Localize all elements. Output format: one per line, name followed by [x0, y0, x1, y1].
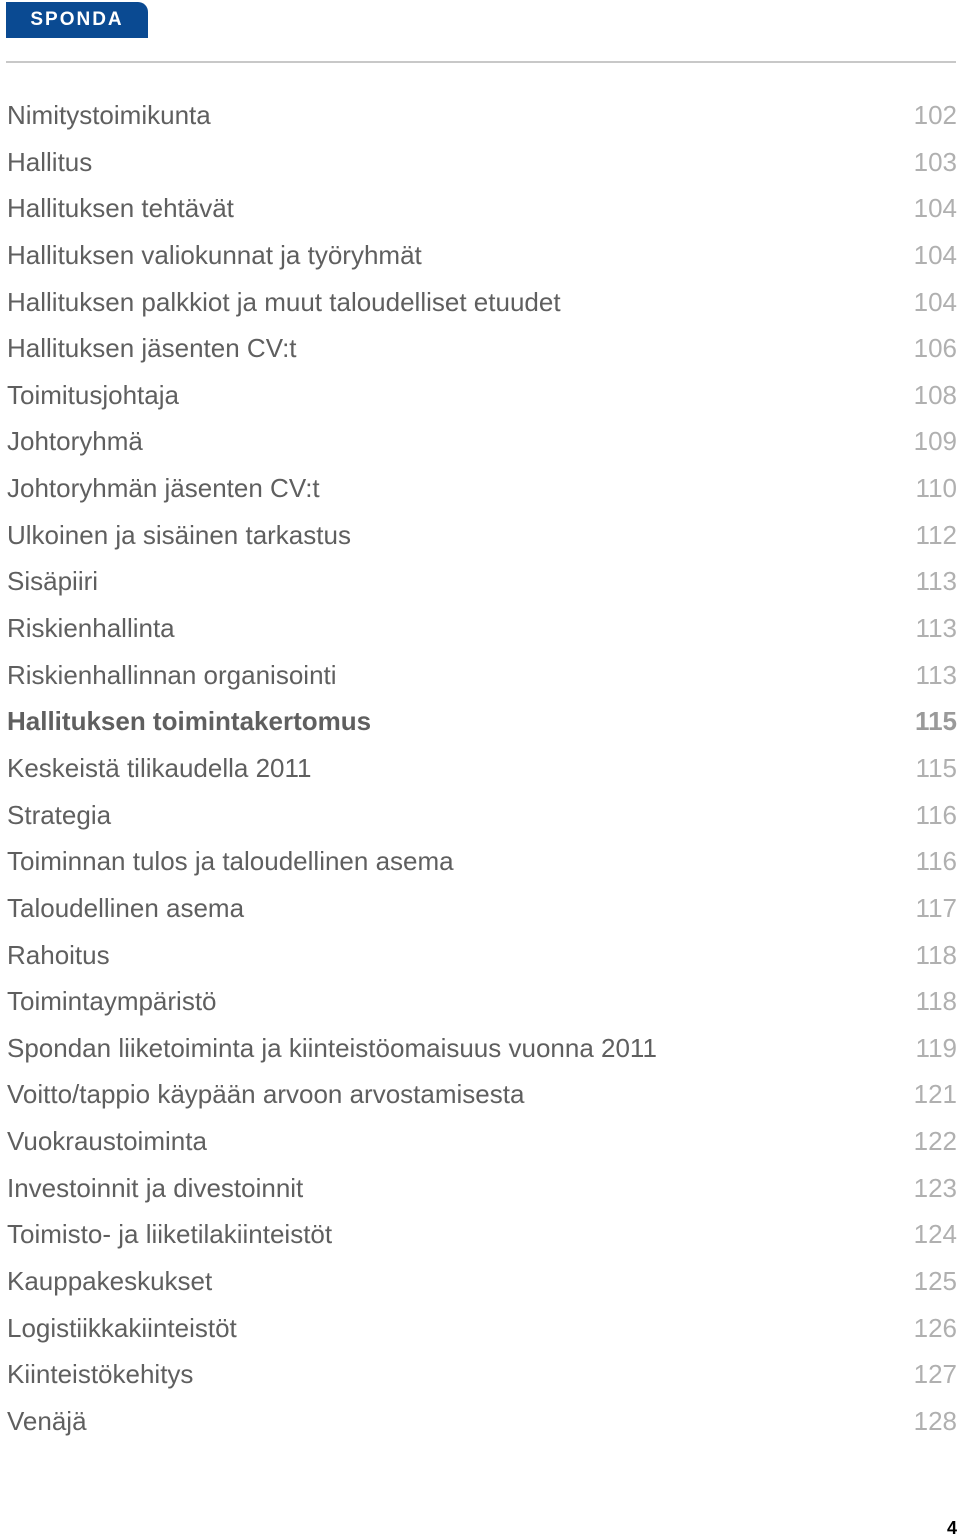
- toc-entry-page: 108: [913, 379, 957, 410]
- toc-entry-page: 128: [913, 1405, 957, 1436]
- toc-entry-title: Hallituksen jäsenten CV:t: [7, 333, 297, 364]
- toc-entry-page: 117: [915, 892, 957, 923]
- toc-entry-title: Spondan liiketoiminta ja kiinteistöomaisuus vuonna 2011: [7, 1032, 657, 1063]
- toc-entry-page: 106: [913, 333, 957, 364]
- toc-entry-page: 121: [913, 1079, 957, 1110]
- toc-entry[interactable]: [0, 605, 960, 652]
- toc-entry-title: Hallituksen valiokunnat ja työryhmät: [7, 239, 422, 270]
- toc-entry[interactable]: [0, 978, 960, 1025]
- toc-entry[interactable]: [0, 1398, 960, 1445]
- toc-entry-page: 124: [913, 1219, 957, 1250]
- toc-entry[interactable]: [0, 1025, 960, 1072]
- toc-entry-title: Sisäpiiri: [7, 566, 99, 597]
- toc-entry-title: Vuokraustoiminta: [7, 1126, 207, 1157]
- toc-entry[interactable]: [0, 1258, 960, 1305]
- toc-entry-page: 119: [915, 1032, 957, 1063]
- toc-entry[interactable]: [0, 92, 960, 139]
- toc-entry-title: Keskeistä tilikaudella 2011: [7, 752, 312, 783]
- toc-entry-title: Kauppakeskukset: [7, 1266, 213, 1297]
- toc-entry-title: Voitto/tappio käypään arvoon arvostamisesta: [7, 1079, 525, 1110]
- table-of-contents: [0, 92, 960, 1445]
- toc-entry[interactable]: [0, 185, 960, 232]
- toc-entry[interactable]: [0, 279, 960, 326]
- toc-entry-title: Taloudellinen asema: [7, 892, 245, 923]
- toc-entry-title: Riskienhallinnan organisointi: [7, 659, 337, 690]
- toc-entry[interactable]: [0, 372, 960, 419]
- toc-entry[interactable]: [0, 325, 960, 372]
- toc-entry-title: Strategia: [7, 799, 112, 830]
- toc-entry-title: Riskienhallinta: [7, 613, 175, 644]
- toc-entry-title: Hallitus: [7, 146, 93, 177]
- toc-entry[interactable]: [0, 232, 960, 279]
- toc-entry[interactable]: [0, 1351, 960, 1398]
- logo-text: SPONDA: [30, 9, 124, 30]
- toc-entry[interactable]: [0, 465, 960, 512]
- toc-entry-page: 104: [913, 193, 957, 224]
- toc-entry-title: Ulkoinen ja sisäinen tarkastus: [7, 519, 351, 550]
- toc-entry-page: 127: [913, 1359, 957, 1390]
- toc-entry[interactable]: [0, 1071, 960, 1118]
- toc-entry-page: 116: [915, 799, 957, 830]
- page-number: 4: [946, 1518, 957, 1538]
- toc-entry[interactable]: [0, 1305, 960, 1352]
- sponda-logo: [6, 2, 148, 38]
- toc-entry[interactable]: [0, 1165, 960, 1212]
- toc-entry-page: 122: [913, 1126, 957, 1157]
- toc-entry-title: Toimitusjohtaja: [7, 379, 179, 410]
- toc-entry[interactable]: [0, 838, 960, 885]
- toc-entry[interactable]: [0, 1118, 960, 1165]
- toc-entry-title: Investoinnit ja divestoinnit: [7, 1172, 304, 1203]
- toc-entry[interactable]: [0, 792, 960, 839]
- toc-entry-page: 115: [915, 706, 957, 737]
- toc-entry-page: 118: [915, 986, 957, 1017]
- toc-entry-title: Johtoryhmän jäsenten CV:t: [7, 473, 320, 504]
- toc-entry-title: Hallituksen tehtävät: [7, 193, 234, 224]
- toc-entry-page: 103: [913, 146, 957, 177]
- toc-entry-page: 113: [915, 613, 957, 644]
- toc-entry[interactable]: [0, 139, 960, 186]
- toc-entry[interactable]: [0, 512, 960, 559]
- toc-entry-title: Venäjä: [7, 1405, 87, 1436]
- toc-entry-title: Nimitystoimikunta: [7, 100, 211, 130]
- toc-entry[interactable]: [0, 1211, 960, 1258]
- toc-entry[interactable]: [0, 418, 960, 465]
- header-divider: [6, 61, 956, 63]
- toc-entry-page: 109: [913, 426, 957, 457]
- toc-entry-title: Hallituksen palkkiot ja muut taloudelliset etuudet: [7, 286, 561, 317]
- toc-entry-page: 116: [915, 846, 957, 877]
- toc-entry[interactable]: [0, 885, 960, 932]
- toc-entry-title: Toimisto- ja liiketilakiinteistöt: [7, 1219, 333, 1250]
- toc-entry-page: 113: [915, 659, 957, 690]
- toc-entry[interactable]: [0, 745, 960, 792]
- toc-entry[interactable]: [0, 698, 960, 745]
- toc-entry-page: 104: [913, 239, 957, 270]
- toc-entry[interactable]: [0, 652, 960, 699]
- toc-entry-page: 115: [915, 752, 957, 783]
- toc-entry[interactable]: [0, 932, 960, 979]
- toc-entry-title: Johtoryhmä: [7, 426, 143, 457]
- toc-entry-title: Toiminnan tulos ja taloudellinen asema: [7, 846, 454, 877]
- toc-entry-page: 126: [913, 1312, 957, 1343]
- toc-entry[interactable]: [0, 558, 960, 605]
- toc-entry-page: 102: [913, 100, 957, 130]
- toc-entry-title: Hallituksen toimintakertomus: [7, 706, 372, 737]
- toc-entry-title: Logistiikkakiinteistöt: [7, 1312, 237, 1343]
- toc-entry-page: 112: [915, 519, 957, 550]
- toc-entry-page: 104: [913, 286, 957, 317]
- toc-entry-page: 118: [915, 939, 957, 970]
- toc-entry-title: Toimintaympäristö: [7, 986, 217, 1017]
- toc-entry-page: 110: [915, 473, 957, 504]
- toc-entry-title: Kiinteistökehitys: [7, 1359, 194, 1390]
- toc-entry-page: 123: [913, 1172, 957, 1203]
- toc-entry-page: 113: [915, 566, 957, 597]
- toc-entry-title: Rahoitus: [7, 939, 110, 970]
- toc-entry-page: 125: [913, 1266, 957, 1297]
